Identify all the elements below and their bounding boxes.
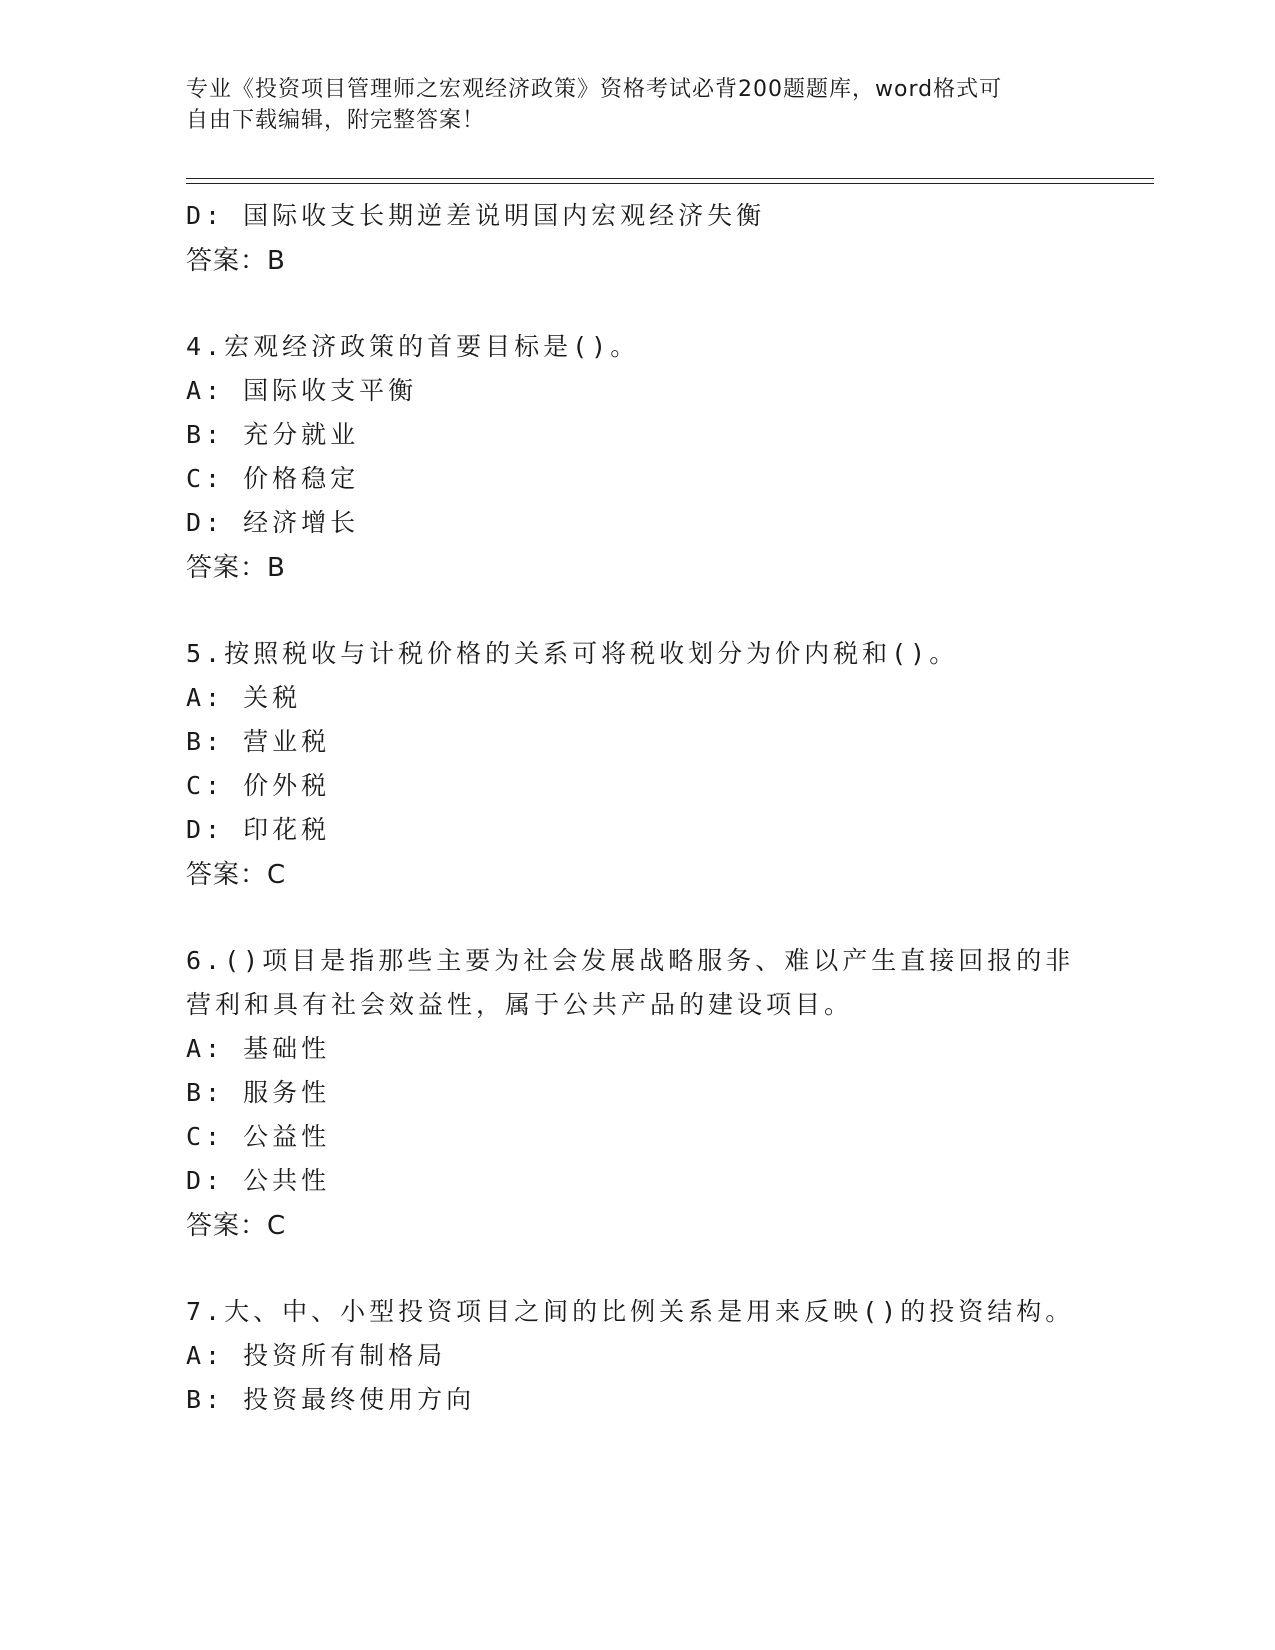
q6-option-a: A: 基础性 bbox=[186, 1034, 331, 1063]
q4-option-b: B: 充分就业 bbox=[186, 420, 360, 449]
document-header bbox=[186, 74, 1086, 136]
q7-option-a: A: 投资所有制格局 bbox=[186, 1341, 447, 1370]
q4-question: 4.宏观经济政策的首要目标是()。 bbox=[186, 332, 640, 361]
header-divider-bottom bbox=[186, 183, 1154, 184]
q4-option-d: D: 经济增长 bbox=[186, 508, 360, 537]
q3-option-d: D: 国际收支长期逆差说明国内宏观经济失衡 bbox=[186, 201, 766, 230]
q6-question-line-2: 营利和具有社会效益性，属于公共产品的建设项目。 bbox=[186, 990, 854, 1019]
q5-option-b: B: 营业税 bbox=[186, 727, 331, 756]
q6-answer: 答案：C bbox=[186, 1211, 287, 1241]
header-line-2: 自由下载编辑，附完整答案！ bbox=[186, 108, 486, 133]
q5-option-c: C: 价外税 bbox=[186, 771, 331, 800]
q5-option-d: D: 印花税 bbox=[186, 815, 331, 844]
q4-option-a: A: 国际收支平衡 bbox=[186, 376, 418, 405]
q7-question: 7.大、中、小型投资项目之间的比例关系是用来反映()的投资结构。 bbox=[186, 1297, 1075, 1326]
q7-option-b: B: 投资最终使用方向 bbox=[186, 1385, 476, 1414]
q4-option-c: C: 价格稳定 bbox=[186, 464, 360, 493]
header-line-1: 专业《投资项目管理师之宏观经济政策》资格考试必背200题题库，word格式可 bbox=[186, 77, 1003, 102]
q4-answer: 答案：B bbox=[186, 553, 286, 583]
q3-answer: 答案：B bbox=[186, 246, 286, 276]
q5-answer: 答案：C bbox=[186, 860, 287, 890]
q6-option-b: B: 服务性 bbox=[186, 1078, 331, 1107]
q5-question: 5.按照税收与计税价格的关系可将税收划分为价内税和()。 bbox=[186, 639, 959, 668]
q6-option-d: D: 公共性 bbox=[186, 1166, 331, 1195]
q6-question-line-1: 6.()项目是指那些主要为社会发展战略服务、难以产生直接回报的非 bbox=[186, 946, 1075, 975]
q6-option-c: C: 公益性 bbox=[186, 1122, 331, 1151]
q5-option-a: A: 关税 bbox=[186, 683, 302, 712]
header-divider-top bbox=[186, 178, 1154, 179]
